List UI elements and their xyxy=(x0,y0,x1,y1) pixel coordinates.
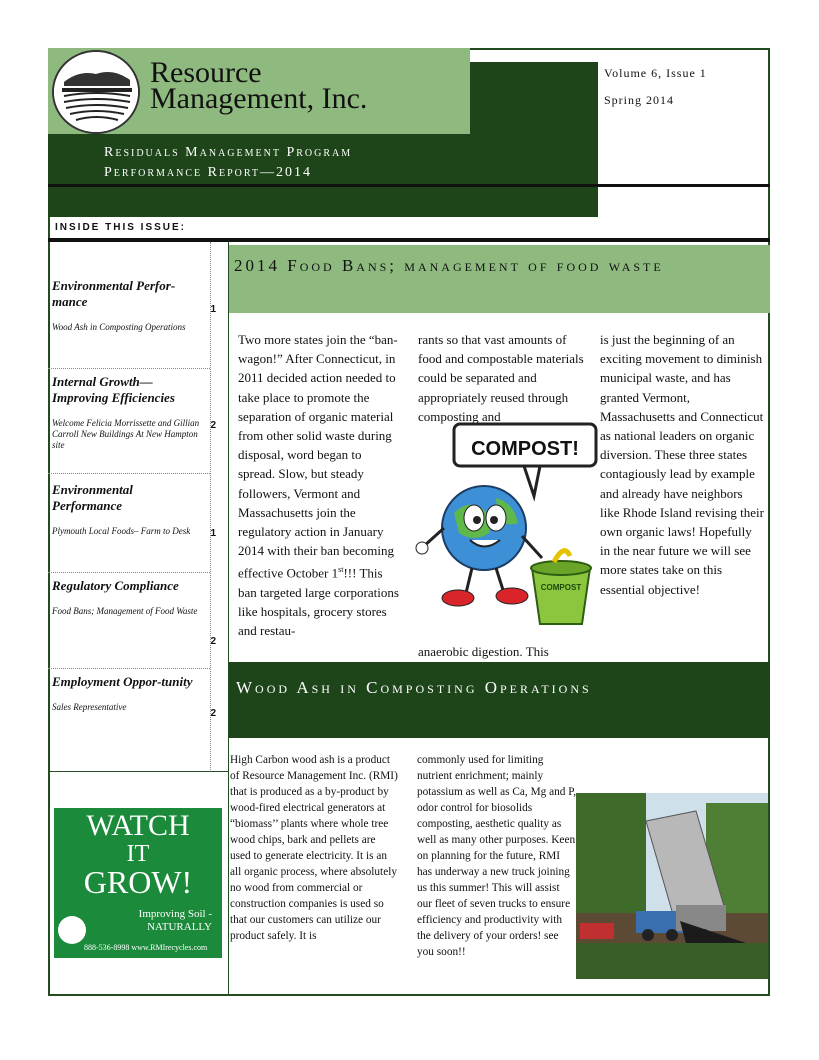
company-name-line2: Management, Inc. xyxy=(150,82,368,115)
ad-tagline xyxy=(139,908,212,934)
ad-tagline-line1: Improving Soil - xyxy=(138,908,212,920)
article2-title: Wood Ash in Composting Operations xyxy=(236,678,592,697)
header-rule xyxy=(48,184,770,187)
article1-column2: rants so that vast amounts of food and compostable materials could be separated and appropriately reused through composting and xyxy=(418,332,584,424)
program-title-line1: Residuals Management Program xyxy=(104,145,353,160)
toc-item-subtitle: Welcome Felicia Morrissette and Gillian Carroll New Buildings At New Hampton site xyxy=(52,418,200,450)
toc-item[interactable] xyxy=(52,578,256,647)
article1-column3: is just the beginning of an exciting movement to diminish municipal waste, and has granted Vermont, Massachusetts and Connecticut as national leaders on organic diversion. These three states contagiously lead by example and already have neighbors like Rhode Island revising their own organic laws! Hopefully in the near future we will see more states take on this essential objective! xyxy=(600,332,764,597)
toc-item-page: 2 xyxy=(210,636,216,647)
ad-line1: WATCH xyxy=(86,809,190,842)
toc-item-subtitle: Food Bans; Management of Food Waste xyxy=(52,606,198,616)
article2-header-band xyxy=(229,662,770,738)
ad-tagline-line2: NATURALLY xyxy=(147,921,212,933)
toc-item[interactable] xyxy=(52,482,256,537)
toc-item-subtitle: Plymouth Local Foods– Farm to Desk xyxy=(52,526,191,536)
toc-item-subtitle: Wood Ash in Composting Operations xyxy=(52,322,186,332)
ad-line3: GROW! xyxy=(83,864,193,900)
article1-col1-text: Two more states join the “ban- wagon!” After Connecticut, in 2011 decided action needed to take place to promote the separation of organic material from other solid waste during disposal, word began to spread. Slow, but steady followers, Vermont and Massachusetts join the regulatory action in January 2014 with their ban becoming effective October 1 xyxy=(238,332,398,581)
toc-item[interactable] xyxy=(52,278,256,333)
article2-column1: High Carbon wood ash is a product of Resource Management Inc. (RMI) that is produced as a by-product by wood-fired electrical generators at “biomass’’ plants where whole tree wood chips, bark and pellets are used to generate electricity. It is an all organic process, where absolutely no wood from commercial or construction companies is used so that our customers can utilize our product safely. It is xyxy=(230,754,398,942)
program-title-line2: Performance Report—2014 xyxy=(104,165,313,180)
toc-item-title: Regulatory Compliance xyxy=(52,578,179,593)
company-name xyxy=(150,56,368,115)
article1-col1-sup: st xyxy=(338,565,344,575)
article1-col1-end: !!! This ban targeted large corporations like hospitals, grocery stores and restau- xyxy=(238,565,399,639)
compost-illustration xyxy=(414,418,600,628)
toc-item-page: 2 xyxy=(210,708,216,719)
watch-it-grow-ad xyxy=(54,808,222,958)
article2-column2: commonly used for limiting nutrient enrichment; mainly potassium as well as Ca, Mg and P, odor control for biosolids composting, aesthetic quality as well as many other purposes. Keen on planning for the future, RMI has underway a new truck joining us this summer! This will assist our fleet of seven trucks to ensure efficiency and productivity with the delivery of your orders! see you soon!! xyxy=(417,754,577,958)
column-divider xyxy=(228,242,229,996)
toc-item-title: Internal Growth—Improving Efficiencies xyxy=(52,374,175,405)
ad-line2: IT xyxy=(126,841,150,867)
toc-item-title: Employment Oppor-tunity xyxy=(52,674,193,689)
company-logo xyxy=(52,50,140,134)
toc-item-page: 1 xyxy=(210,528,216,539)
ad-logo-icon xyxy=(58,916,86,944)
toc-item-page: 2 xyxy=(210,420,216,431)
toc-item-page: 1 xyxy=(210,304,216,315)
toc-item-subtitle: Sales Representative xyxy=(52,702,127,712)
volume-issue: Volume 6, Issue 1 xyxy=(604,66,707,80)
inside-issue-label: INSIDE THIS ISSUE: xyxy=(55,222,187,233)
bubble-text: COMPOST! xyxy=(471,438,579,460)
toc-item[interactable] xyxy=(52,374,256,451)
article1-column2-end: anaerobic digestion. This xyxy=(418,644,549,659)
toc-item-title: Environmental Perfor-mance xyxy=(52,278,176,309)
toc-divider xyxy=(48,668,210,669)
toc-divider xyxy=(48,572,210,573)
dump-truck-photo xyxy=(576,793,768,979)
article1-title: 2014 Food Bans; management of food waste xyxy=(234,256,664,275)
toc-item-title: Environmental Performance xyxy=(52,482,133,513)
bin-label: COMPOST xyxy=(540,583,582,592)
toc-item[interactable] xyxy=(52,674,256,719)
sidebar-bottom-rule xyxy=(48,771,228,772)
company-name-line1: Resource xyxy=(150,56,262,89)
toc-divider xyxy=(48,368,210,369)
ad-contact: 888-536-8998 www.RMIrecycles.com xyxy=(84,943,208,952)
article1-column1 xyxy=(238,330,400,641)
program-title xyxy=(104,143,352,183)
toc-divider xyxy=(48,473,210,474)
issue-season: Spring 2014 xyxy=(604,93,675,107)
